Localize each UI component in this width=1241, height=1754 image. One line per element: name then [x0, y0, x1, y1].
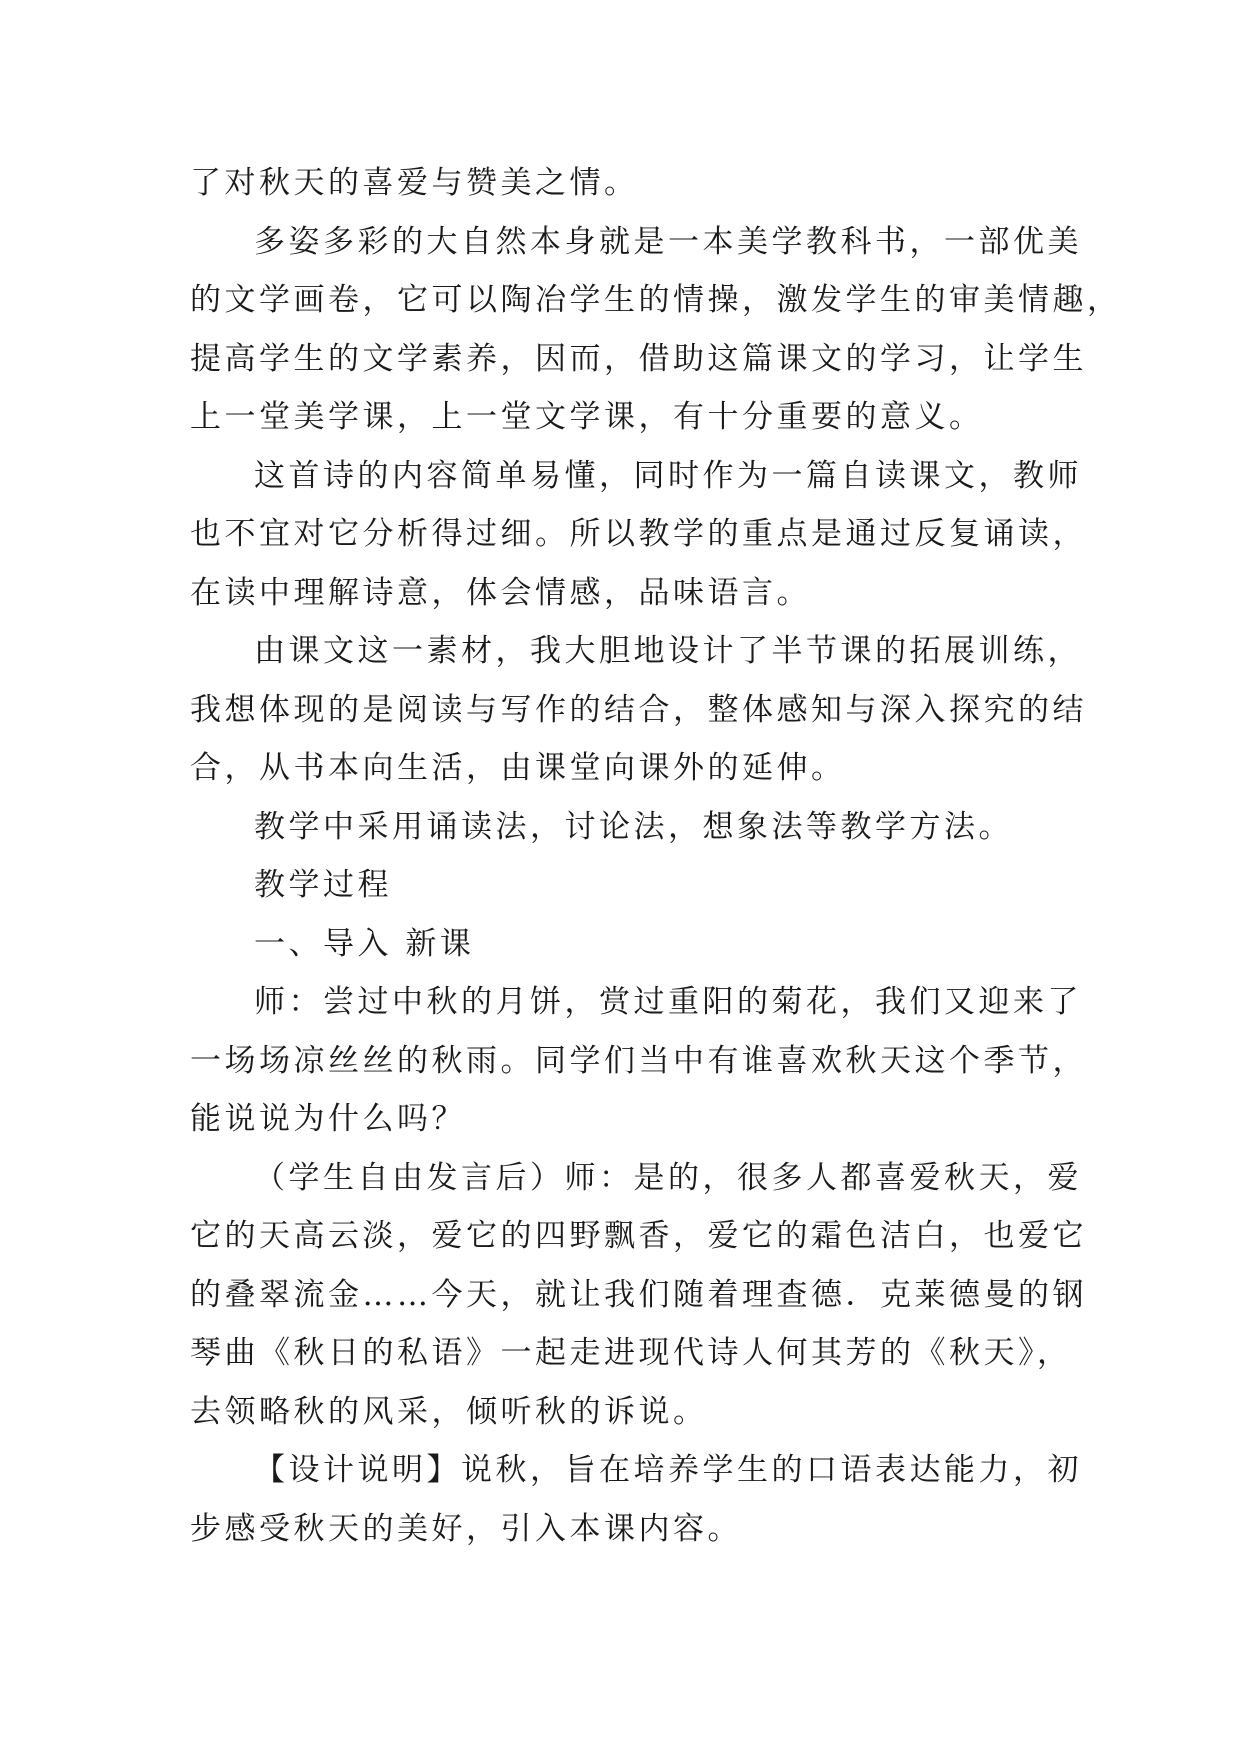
text-line: （学生自由发言后）师：是的，很多人都喜爱秋天，爱 [254, 1159, 1082, 1196]
text-line: 了对秋天的喜爱与赞美之情。 [190, 165, 639, 201]
text-line: 【设计说明】说秋，旨在培养学生的口语表达能力，初 [254, 1452, 1082, 1488]
text-line: 教学中采用诵读法，讨论法，想象法等教学方法。 [254, 808, 1013, 845]
text-line: 师：尝过中秋的月饼，赏过重阳的菊花，我们又迎来了 [254, 984, 1082, 1020]
text-line: 琴曲《秋日的私语》一起走进现代诗人何其芳的《秋天》， [190, 1335, 1072, 1371]
body-text [190, 154, 1122, 1558]
text-line: 一场场凉丝丝的秋雨。同学们当中有谁喜欢秋天这个季节， [190, 1042, 1087, 1079]
text-line: 也不宜对它分析得过细。所以教学的重点是通过反复诵读， [190, 516, 1087, 552]
text-line: 上一堂美学课，上一堂文学课，有十分重要的意义。 [190, 399, 984, 435]
text-line: 合，从书本向生活，由课堂向课外的延伸。 [190, 750, 846, 786]
text-line: 提高学生的文学素养，因而，借助这篇课文的学习，让学生 [190, 340, 1087, 377]
text-line: 它的天高云淡，爱它的四野飘香，爱它的霜色洁白，也爱它 [190, 1218, 1087, 1254]
text-line: 我想体现的是阅读与写作的结合，整体感知与深入探究的结 [190, 691, 1087, 728]
text-line: 多姿多彩的大自然本身就是一本美学教科书，一部优美 [254, 223, 1082, 260]
text-line: 步感受秋天的美好，引入本课内容。 [190, 1510, 742, 1547]
text-line: 教学过程 [254, 867, 392, 903]
text-line: 能说说为什么吗？ [190, 1101, 466, 1137]
text-line: 这首诗的内容简单易懂，同时作为一篇自读课文，教师 [254, 457, 1082, 494]
text-line: 的文学画卷，它可以陶冶学生的情操，激发学生的审美情趣， [190, 282, 1122, 318]
text-line: 去领略秋的风采，倾听秋的诉说。 [190, 1393, 708, 1430]
text-line: 由课文这一素材，我大胆地设计了半节课的拓展训练， [254, 633, 1082, 669]
text-line: 一、导入 新课 [254, 925, 475, 962]
text-line: 在读中理解诗意，体会情感，品味语言。 [190, 574, 811, 611]
text-line: 的叠翠流金……今天，就让我们随着理查德．克莱德曼的钢 [190, 1276, 1087, 1313]
